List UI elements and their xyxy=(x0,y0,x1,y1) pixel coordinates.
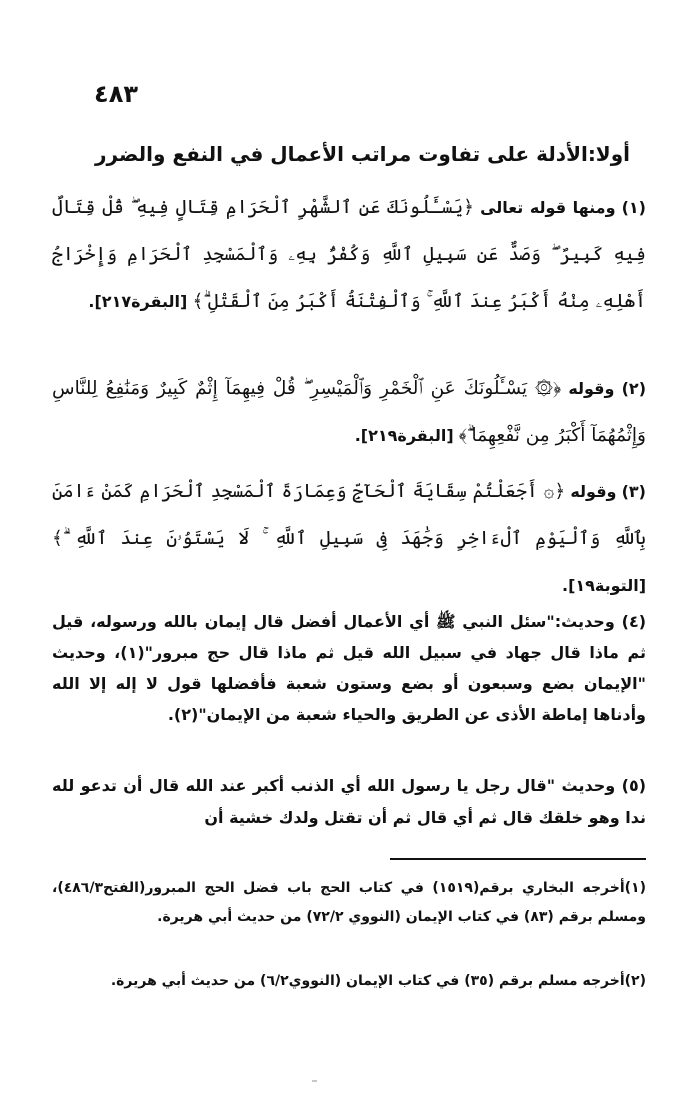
page-number: ٤٨٣ xyxy=(94,80,138,108)
section-heading: أولا:الأدلة على تفاوت مراتب الأعمال في النفع والضرر xyxy=(95,142,630,166)
hadith-text: وحديث:"سئل النبي ﷺ أي الأعمال أفضل قال إيمان بالله ورسوله، قيل ثم ماذا قال جهاد في سبيل الله قيل ثم ماذا قال حج مبرور"(١)، وحديث "الإيمان بضع وسبعون أو بضع وستون شعبة فأفضلها قول لا إله إلا الله وأدناها إماطة الأذى عن الطريق والحياء شعبة من الإيمان"(٢). xyxy=(52,612,647,724)
footnote-2: (٢)أخرجه مسلم برقم (٣٥) في كتاب الإيمان (النووي٦/٢) من حديث أبي هريرة. xyxy=(110,973,646,989)
paragraph-5 xyxy=(52,770,646,834)
paragraph-3 xyxy=(52,468,646,609)
verse-reference: [التوبة١٩]. xyxy=(562,576,646,595)
hadith-text: وحديث "قال رجل يا رسول الله أي الذنب أكبر عند الله قال أن تدعو لله ندا وهو خلقك قال ثم أي قال ثم أن تقتل ولدك خشية أن xyxy=(52,776,646,827)
paragraph-lead: وقوله xyxy=(570,482,617,501)
footnote-separator xyxy=(390,858,646,860)
paragraph-4 xyxy=(52,606,646,730)
verse-reference: [البقرة٢١٧]. xyxy=(88,292,188,311)
paragraph-number: (٥) xyxy=(621,776,647,795)
paragraph-2 xyxy=(52,365,646,459)
paragraph-number: (١) xyxy=(621,198,646,217)
paragraph-lead: ومنها قوله تعالى xyxy=(480,198,616,217)
quran-verse: ﴿۞ يَسْـَٔلُونَكَ عَنِ ٱلْخَمْرِ وَٱلْمَيْسِرِ ۖ قُلْ فِيهِمَآ إِثْمٌ كَبِيرٌ وَمَنَٰفِعُ لِلنَّاسِ وَإِثْمُهُمَآ أَكْبَرُ مِن نَّفْعِهِمَا ۗ﴾ xyxy=(52,378,646,446)
paragraph-1 xyxy=(52,184,646,325)
paragraph-number: (٤) xyxy=(621,612,647,631)
scan-speck xyxy=(312,1080,317,1082)
paragraph-number: (٣) xyxy=(621,482,646,501)
quran-verse: ﴿يَسْـَٔلُونَكَ عَنِ ٱلشَّهْرِ ٱلْحَرَامِ قِتَالٍ فِيهِ ۖ قُلْ قِتَالٌ فِيهِ كَبِيرٌ ۖ وَصَدٌّ عَن سَبِيلِ ٱللَّهِ وَكُفْرٌۢ بِهِۦ وَٱلْمَسْجِدِ ٱلْحَرَامِ وَإِخْرَاجُ أَهْلِهِۦ مِنْهُ أَكْبَرُ عِندَ ٱللَّهِ ۚ وَٱلْفِتْنَةُ أَكْبَرُ مِنَ ٱلْقَتْلِ ۗ﴾ xyxy=(52,197,646,312)
verse-reference: [البقرة٢١٩]. xyxy=(354,426,454,445)
paragraph-lead: وقوله xyxy=(568,379,615,398)
paragraph-number: (٢) xyxy=(621,379,646,398)
footnote-1: (١)أخرجه البخاري برقم(١٥١٩) في كتاب الحج باب فضل الحج المبرور(الفتح٤٨٦/٣)، ومسلم برقم (٨٣) في كتاب الإيمان (النووي ٧٢/٢) من حديث أبي هريرة. xyxy=(52,880,646,925)
quran-verse: ﴿۞ أَجَعَلْتُمْ سِقَايَةَ ٱلْحَآجِّ وَعِمَارَةَ ٱلْمَسْجِدِ ٱلْحَرَامِ كَمَنْ ءَامَنَ بِٱللَّهِ وَٱلْيَوْمِ ٱلْءَاخِرِ وَجَٰهَدَ فِى سَبِيلِ ٱللَّهِ ۚ لَا يَسْتَوُۥنَ عِندَ ٱللَّهِ ۗ﴾ xyxy=(52,481,646,549)
